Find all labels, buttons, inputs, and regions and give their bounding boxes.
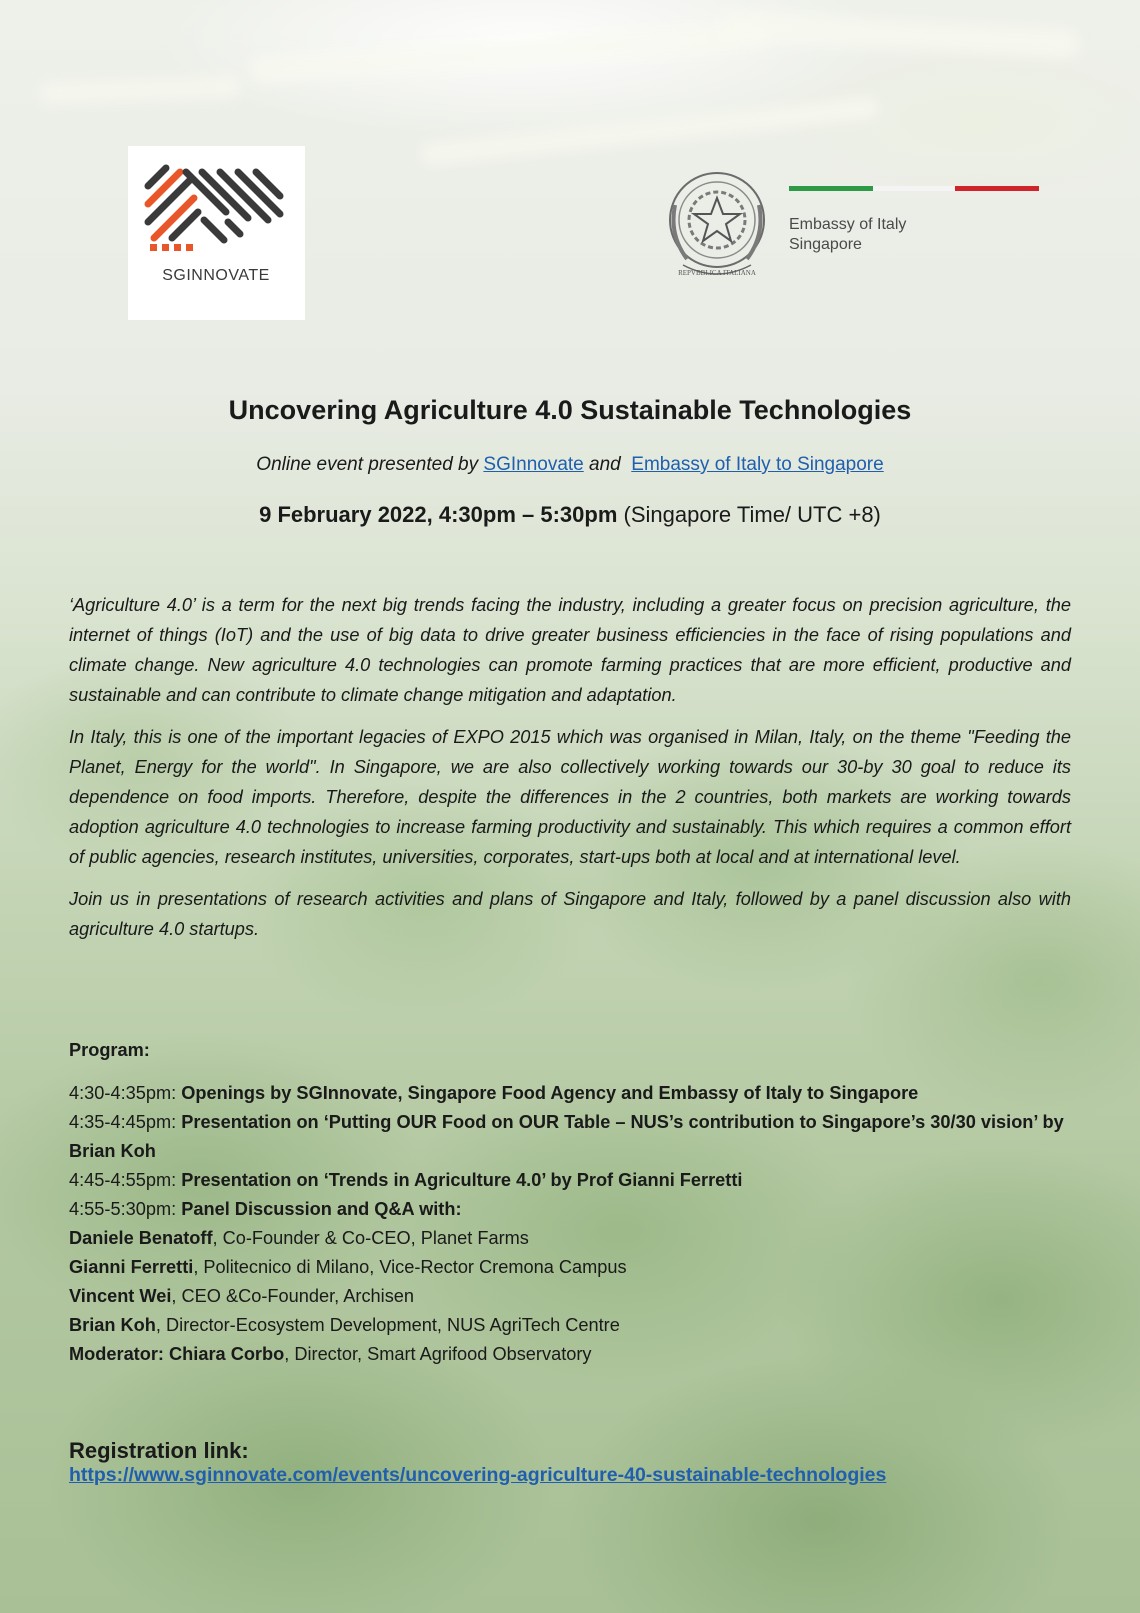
panelist-role: , Director-Ecosystem Development, NUS AgriTech Centre [155, 1315, 620, 1335]
emblem-text: REPVBBLICA ITALIANA [678, 269, 756, 277]
registration-heading: Registration link: [69, 1438, 249, 1463]
program-item-desc: Openings by SGInnovate, Singapore Food Agency and Embassy of Italy to Singapore [181, 1083, 919, 1103]
panelist-name: Daniele Benatoff [69, 1228, 213, 1248]
event-presenters [0, 454, 1140, 476]
program-item-desc: Presentation on ‘Trends in Agriculture 4.0’ by Prof Gianni Ferretti [181, 1170, 743, 1190]
panelist-name: Brian Koh [69, 1315, 156, 1335]
event-title: Uncovering Agriculture 4.0 Sustainable Technologies [228, 395, 912, 425]
panelist [69, 1253, 1071, 1282]
program-item-time: 4:45-4:55pm: [69, 1170, 177, 1190]
embassy-name-line2: Singapore [789, 236, 862, 253]
panelist-role: , Co-Founder & Co-CEO, Planet Farms [212, 1228, 529, 1248]
program-item-desc: Panel Discussion and Q&A with: [181, 1199, 462, 1219]
and-text: and [589, 454, 621, 475]
program-item-time: 4:35-4:45pm: [69, 1112, 177, 1132]
program-item-time: 4:30-4:35pm: [69, 1083, 177, 1103]
panelist-name: Gianni Ferretti [69, 1257, 194, 1277]
sginnovate-logo-text: SGINNOVATE [162, 267, 270, 284]
program-item-desc: Presentation on ‘Putting OUR Food on OUR Table – NUS’s contribution to Singapore’s 30/30 vision’ by Brian Koh [69, 1112, 1064, 1161]
panelist [69, 1282, 1071, 1311]
sginnovate-logo [128, 146, 305, 320]
registration-link[interactable]: https://www.sginnovate.com/events/uncovering-agriculture-40-sustainable-technologies [69, 1464, 887, 1486]
event-date-time: 9 February 2022, 4:30pm – 5:30pm [259, 502, 618, 527]
description-paragraph-3: Join us in presentations of research activities and plans of Singapore and Italy, followed by a panel discussion also with agriculture 4.0 startups. [69, 889, 1071, 939]
program-item-time: 4:55-5:30pm: [69, 1199, 177, 1219]
program-heading: Program: [69, 1040, 150, 1060]
event-description [69, 590, 1071, 944]
panelist [69, 1224, 1071, 1253]
sginnovate-link[interactable]: SGInnovate [483, 454, 584, 475]
moderator-role: , Director, Smart Agrifood Observatory [284, 1344, 592, 1364]
program-item [69, 1079, 1071, 1108]
program-section [69, 1036, 1071, 1369]
embassy-logo [665, 165, 1045, 315]
background-light-beam [40, 77, 241, 104]
description-paragraph-1: ‘Agriculture 4.0’ is a term for the next big trends facing the industry, including a greater focus on precision agriculture, the internet of things (IoT) and the use of big data to drive greater business efficiencies in the face of rising populations and climate change. New agriculture 4.0 technologies can promote farming practices that are more efficient, productive and sustainable and can contribute to climate change mitigation and adaptation. [69, 595, 1071, 705]
background-light-beam [719, 11, 1080, 60]
event-timezone: (Singapore Time/ UTC +8) [623, 502, 881, 527]
presented-by-text: Online event presented by [256, 454, 479, 475]
moderator-name: Moderator: Chiara Corbo [69, 1344, 285, 1364]
moderator [69, 1340, 1071, 1369]
background-light-beam [420, 96, 880, 166]
panelist [69, 1311, 1071, 1340]
background-light-beam [250, 22, 771, 84]
panelist-role: , CEO &Co-Founder, Archisen [171, 1286, 415, 1306]
italy-emblem [665, 165, 1045, 315]
program-item [69, 1195, 1071, 1224]
sginnovate-logo-mark [128, 146, 305, 320]
embassy-name-line1: Embassy of Italy [789, 216, 907, 233]
program-item [69, 1166, 1071, 1195]
program-item [69, 1108, 1071, 1166]
event-date [0, 502, 1140, 528]
panelist-role: , Politecnico di Milano, Vice-Rector Cremona Campus [193, 1257, 627, 1277]
panelist-name: Vincent Wei [69, 1286, 172, 1306]
description-paragraph-2: In Italy, this is one of the important legacies of EXPO 2015 which was organised in Milan, Italy, on the theme "Feeding the Planet, Energy for the world". In Singapore, we are also collectively working towards our 30-by 30 goal to reduce its dependence on food imports. Therefore, despite the differences in the 2 countries, both markets are working towards adoption agriculture 4.0 technologies to increase farming productivity and sustainably. This which requires a common effort of public agencies, research institutes, universities, corporates, start-ups both at local and at international level. [69, 727, 1071, 867]
embassy-link[interactable]: Embassy of Italy to Singapore [631, 454, 884, 475]
registration-section [69, 1438, 1071, 1487]
